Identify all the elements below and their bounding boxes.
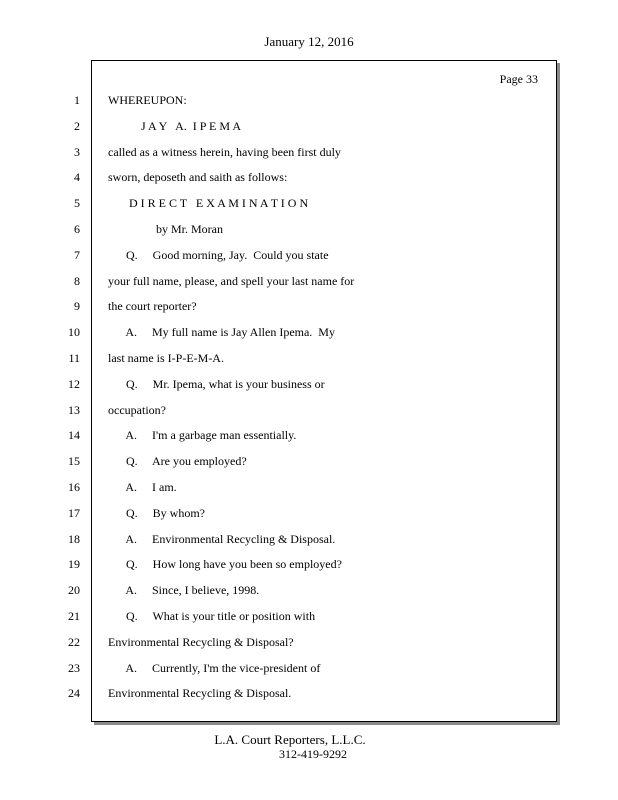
transcript-line: A. I am. [108,480,177,494]
transcript-line: sworn, deposeth and saith as follows: [108,170,288,184]
page-number: Page 33 [499,72,538,86]
transcript-line: Environmental Recycling & Disposal? [108,635,294,649]
line-number: 6 [74,222,80,236]
transcript-line: Q. Good morning, Jay. Could you state [108,248,329,262]
transcript-line: called as a witness herein, having been first duly [108,145,341,159]
line-number: 8 [74,274,80,288]
transcript-line: D I R E C T E X A M I N A T I O N [108,196,309,210]
transcript-line: A. My full name is Jay Allen Ipema. My [108,325,335,339]
line-number: 13 [68,403,80,417]
transcript-line: A. Currently, I'm the vice-president of [108,661,321,675]
transcript-line: your full name, please, and spell your last name for [108,274,355,288]
line-number: 24 [68,686,80,700]
transcript-line: last name is I-P-E-M-A. [108,351,224,365]
transcript-line: WHEREUPON: [108,93,187,107]
line-number: 17 [68,506,80,520]
line-number: 20 [68,583,80,597]
transcript-line: Q. Mr. Ipema, what is your business or [108,377,325,391]
line-number: 5 [74,196,80,210]
transcript-line: A. Since, I believe, 1998. [108,583,260,597]
line-number: 12 [68,377,80,391]
line-number: 21 [68,609,80,623]
transcript-line: Q. Are you employed? [108,454,247,468]
transcript-line: by Mr. Moran [108,222,223,236]
line-number: 15 [68,454,80,468]
line-number: 14 [68,428,80,442]
footer-phone: 312-419-9292 [279,747,347,761]
line-number: 4 [74,170,80,184]
transcript-line: Q. By whom? [108,506,205,520]
line-number: 2 [74,119,80,133]
line-number: 1 [74,93,80,107]
line-number: 10 [68,325,80,339]
line-number: 22 [68,635,80,649]
footer-company: L.A. Court Reporters, L.L.C. [214,732,366,747]
line-number: 9 [74,299,80,313]
transcript-line: occupation? [108,403,166,417]
transcript-line: A. I'm a garbage man essentially. [108,428,297,442]
transcript-line: Q. What is your title or position with [108,609,316,623]
line-number: 23 [68,661,80,675]
transcript-line: the court reporter? [108,299,197,313]
line-number: 7 [74,248,80,262]
line-number: 3 [74,145,80,159]
line-number: 16 [68,480,80,494]
transcript-line: Environmental Recycling & Disposal. [108,686,292,700]
line-number: 11 [68,351,80,365]
transcript-line: Q. How long have you been so employed? [108,557,342,571]
transcript-line: J A Y A. I P E M A [108,119,242,133]
line-number: 18 [68,532,80,546]
line-number: 19 [68,557,80,571]
transcript-line: A. Environmental Recycling & Disposal. [108,532,336,546]
header-date: January 12, 2016 [264,34,354,49]
